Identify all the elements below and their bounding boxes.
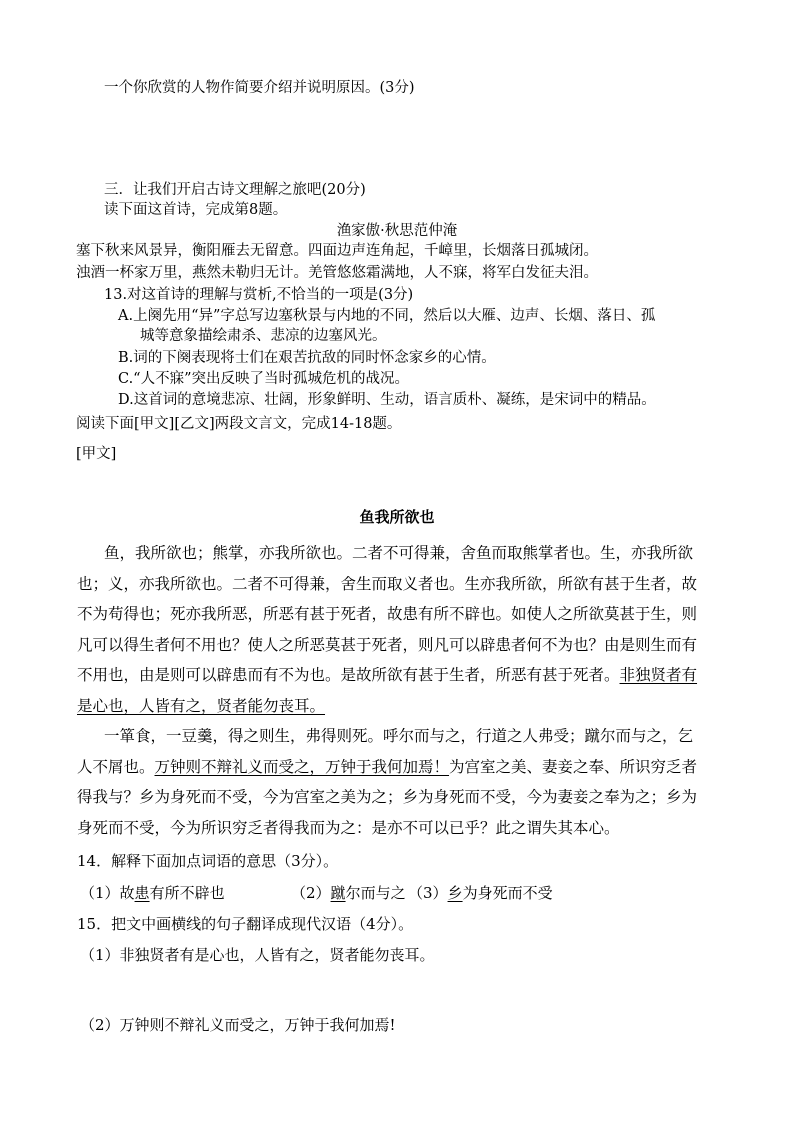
q14-item-1 (80, 882, 225, 904)
q14-text: （2） (291, 884, 331, 902)
poem-line-2: 浊酒一杯家万里，燕然未勒归无计。羌管悠悠霜满地，人不寐，将军白发征夫泪。 (76, 265, 598, 281)
q15-sentence-2: （2）万钟则不辩礼义而受之，万钟于我何加焉! (80, 1016, 396, 1034)
passage-line (77, 691, 717, 722)
passage-line: 身死而不受，今为所识穷乏者得我而为之：是亦不可以已乎？此之谓失其本心。 (77, 818, 620, 837)
underlined-sentence: 是心也，人皆有之，贤者能勿丧耳。 (77, 696, 326, 715)
q14-stem: 14．解释下面加点词语的意思（3分）。 (77, 852, 339, 870)
q13-option-a: A.上阕先用“异”字总写边塞秋景与内地的不同，然后以大雁、边声、长烟、落日、孤 (118, 308, 656, 324)
passage-line: 一箪食，一豆羹，得之则生，弗得则死。呼尔而与之，行道之人弗受；蹴尔而与之，乞 (104, 727, 694, 745)
section-three-heading: 三．让我们开启古诗文理解之旅吧(20分) (104, 182, 366, 198)
q14-text: 为身死而不受 (462, 884, 553, 902)
passage-text: 不用也，由是则可以辟患而有不为也。是故所欲有甚于生者，所恶有甚于死者。 (77, 666, 620, 684)
q15-sentence-1: （1）非独贤者有是心也，人皆有之，贤者能勿丧耳。 (80, 946, 435, 964)
passage-line: 也；义，亦我所欲也。二者不可得兼，舍生而取义者也。生亦我所欲，所欲有甚于生者，故 (77, 574, 698, 593)
q15-stem: 15．把文中画横线的句子翻译成现代汉语（4分）。 (77, 915, 414, 933)
q13-option-c: C.“人不寐”突出反映了当时孤城危机的战况。 (118, 371, 410, 387)
passage-body (77, 538, 717, 843)
passage-text: 人不屑也。 (77, 757, 155, 776)
underlined-sentence: 非独贤者有 (619, 666, 698, 684)
q13-option-d: D.这首词的意境悲凉、壮阔，形象鲜明、生动，语言质朴、凝练，是宋词中的精品。 (118, 392, 656, 408)
q13-option-b: B.词的下阕表现将士们在艰苦抗敌的同时怀念家乡的心情。 (118, 350, 496, 366)
passage-title: 鱼我所欲也 (359, 508, 435, 526)
dotted-word: 患 (134, 884, 150, 902)
passage-line: 得我与？乡为身死而不受，今为宫室之美为之；乡为身死而不受，今为妻妾之奉为之；乡为 (77, 788, 698, 806)
passage-line: 不为苟得也；死亦我所恶，所恶有甚于死者，故患有所不辟也。如使人之所欲莫甚于生，则 (77, 605, 698, 623)
poem-instruction: 读下面这首诗，完成第8题。 (104, 202, 288, 218)
q13-option-a-cont: 城等意象描绘肃杀、悲凉的边塞风光。 (140, 328, 387, 344)
poem-title: 渔家傲·秋思范仲淹 (336, 223, 458, 239)
passage-line (77, 660, 717, 691)
passage-text: 为宫室之美、妻妾之奉、所识穷乏者 (449, 757, 698, 776)
question-tail-line: 一个你欣赏的人物作简要介绍并说明原因。(3分) (104, 80, 415, 96)
q14-text: （3） (408, 884, 448, 902)
q13-stem: 13.对这首诗的理解与赏析,不恰当的一项是(3分) (104, 287, 414, 303)
dotted-word: 乡 (447, 884, 463, 902)
q14-text: 尔而与之 (345, 884, 406, 902)
q14-text: （1）故 (80, 884, 135, 902)
q14-item-3 (408, 882, 553, 904)
reading-intro: 阅读下面[甲文][乙文]两段文言文，完成14-18题。 (76, 416, 402, 432)
passage-line (77, 752, 717, 783)
passage-line: 鱼，我所欲也；熊掌，亦我所欲也。二者不可得兼，舍鱼而取熊掌者也。生，亦我所欲 (104, 544, 694, 562)
poem-line-1: 塞下秋来风景异，衡阳雁去无留意。四面边声连角起，千嶂里，长烟落日孤城闭。 (76, 243, 598, 259)
q14-text: 有所不辟也 (149, 884, 225, 902)
passage-line: 凡可以得生者何不用也？使人之所恶莫甚于死者，则凡可以辟患者何不为也？由是则生而有 (77, 635, 698, 654)
underlined-sentence: 万钟则不辩礼义而受之，万钟于我何加焉！ (154, 757, 450, 776)
q14-item-2 (291, 882, 406, 904)
dotted-word: 蹴 (330, 884, 346, 902)
jia-label: [甲文] (76, 446, 117, 462)
